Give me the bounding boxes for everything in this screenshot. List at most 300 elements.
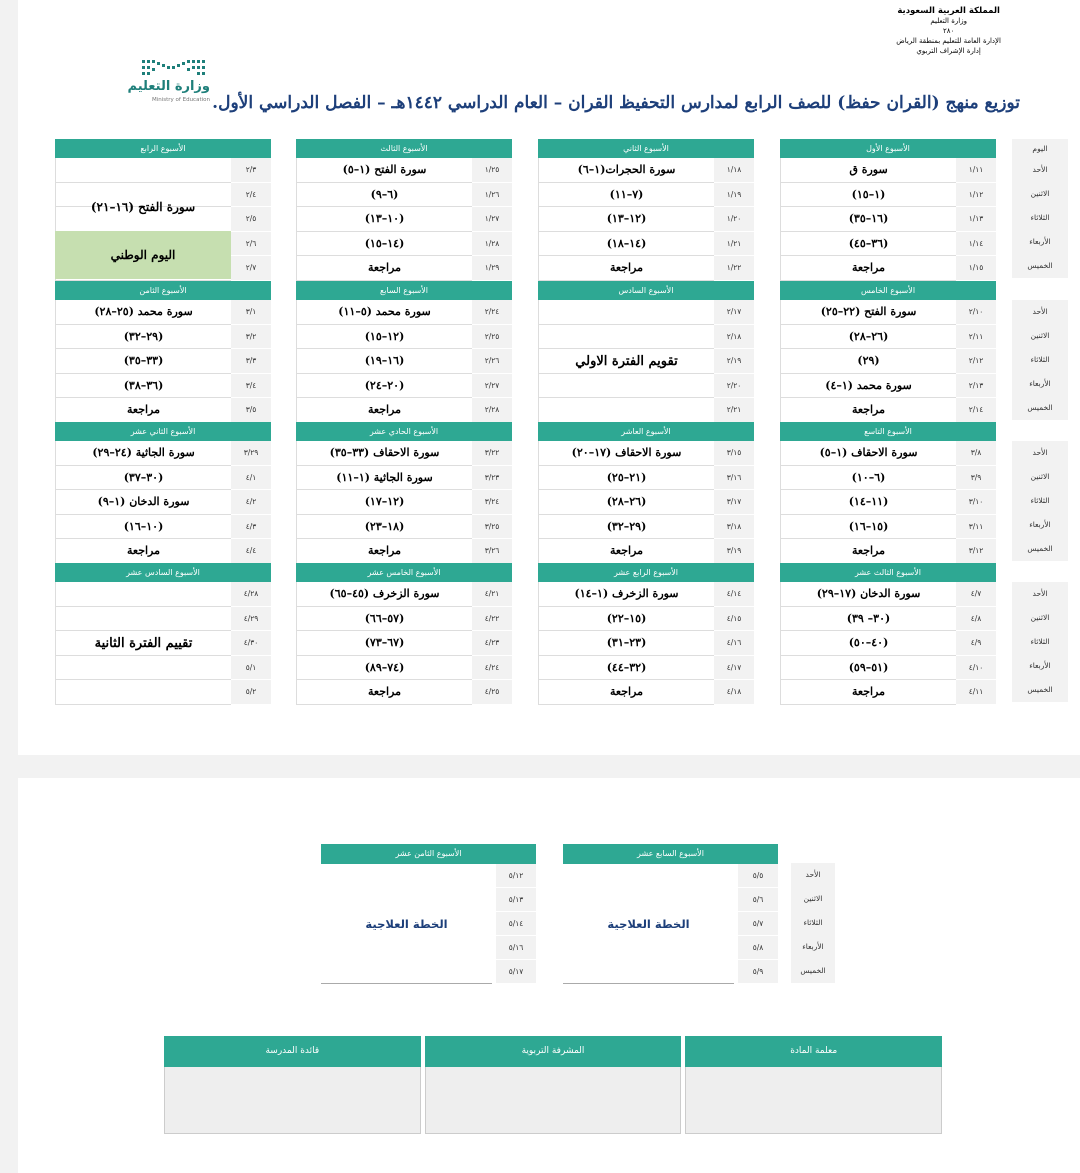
lesson-cell: سورة الحجرات(١–٦) <box>538 158 714 183</box>
week-block <box>538 422 754 564</box>
date-cell: ٣/٨ <box>956 441 996 466</box>
date-cell: ٢/٢٠ <box>714 374 754 399</box>
day-name: الخميس <box>1027 685 1053 694</box>
date-cell: ٢/٢٧ <box>472 374 512 399</box>
schedule-row <box>55 441 271 466</box>
day-name: الثلاثاء <box>1030 355 1050 364</box>
date-cell: ٣/٢٣ <box>472 466 512 491</box>
schedule-row <box>55 325 271 350</box>
schedule-row <box>296 441 512 466</box>
date-cell: ٤/٢١ <box>472 582 512 607</box>
schedule-row <box>296 539 512 564</box>
schedule-row <box>780 256 996 281</box>
date-cell: ٢/٢٤ <box>472 300 512 325</box>
week-block <box>780 281 996 423</box>
week-block <box>563 844 778 984</box>
lesson-cell: سورة الزخرف (٤٥–٦٥) <box>296 582 472 607</box>
schedule-row <box>296 183 512 208</box>
day-name: الأربعاء <box>1029 661 1051 670</box>
schedule-row <box>538 582 754 607</box>
lesson-cell: مراجعة <box>538 539 714 564</box>
lesson-cell: (١٤–١٥) <box>296 232 472 257</box>
date-cell: ٥/١٢ <box>496 864 536 887</box>
date-cell: ١/١١ <box>956 158 996 183</box>
lesson-cell: سورة محمد (١–٤) <box>780 374 956 399</box>
schedule-row <box>296 349 512 374</box>
lesson-cell: (٢٠–٢٤) <box>296 374 472 399</box>
week-block <box>55 422 271 564</box>
schedule-row <box>55 349 271 374</box>
date-cell: ١/١٣ <box>956 207 996 232</box>
day-column <box>1012 441 1068 561</box>
date-cell: ٣/٢٤ <box>472 490 512 515</box>
week-block <box>55 281 271 423</box>
date-cell: ١/٢٩ <box>472 256 512 281</box>
header-line: وزارة التعليم <box>930 17 967 25</box>
day-name: الاثنين <box>1030 613 1050 622</box>
merged-lesson-cell: سورة الفتح (١٦–٢١) <box>90 199 196 214</box>
week-block <box>538 139 754 281</box>
signature-cell-supervisor <box>425 1036 682 1138</box>
week-header: الأسبوع الخامس <box>780 281 996 300</box>
date-cell: ٤/٣٠ <box>231 631 271 656</box>
week-header: الأسبوع الخامس عشر <box>296 563 512 582</box>
date-cell: ٣/١٦ <box>714 466 754 491</box>
date-cell: ٤/١٥ <box>714 607 754 632</box>
lesson-cell: (١٠–١٣) <box>296 207 472 232</box>
day-name: الأحد <box>1032 589 1048 598</box>
schedule-row <box>780 158 996 183</box>
date-cell: ٣/٢٢ <box>472 441 512 466</box>
date-cell: ١/١٥ <box>956 256 996 281</box>
page-1 <box>18 0 1080 755</box>
merged-cell: الخطة العلاجية <box>563 864 734 984</box>
date-cell: ٥/١٦ <box>496 936 536 959</box>
signature-label: قائدة المدرسة <box>164 1036 421 1067</box>
lesson-cell: (١٥–١٦) <box>780 515 956 540</box>
date-cell: ٤/٣ <box>231 515 271 540</box>
schedule-row <box>780 300 996 325</box>
logo-dots-icon <box>140 58 208 76</box>
date-cell: ١/١٩ <box>714 183 754 208</box>
schedule-row <box>296 207 512 232</box>
schedule-row <box>780 656 996 681</box>
day-name: الخميس <box>1027 544 1053 553</box>
schedule-row <box>55 398 271 423</box>
date-cell: ٢/١٩ <box>714 349 754 374</box>
schedule-row <box>296 656 512 681</box>
schedule-row <box>780 490 996 515</box>
date-cell: ٤/١ <box>231 466 271 491</box>
schedule-row <box>296 607 512 632</box>
week-block <box>538 563 754 705</box>
day-name: الاثنين <box>1030 331 1050 340</box>
schedule-row <box>538 256 754 281</box>
date-cell: ٤/٢ <box>231 490 271 515</box>
schedule-row <box>538 183 754 208</box>
signature-table <box>164 1036 942 1138</box>
week-header: الأسبوع الثالث عشر <box>780 563 996 582</box>
schedule-row <box>296 466 512 491</box>
date-cell: ٣/٢٦ <box>472 539 512 564</box>
date-cell: ٢/٥ <box>231 207 271 232</box>
header-line: إدارة الإشراف التربوي <box>916 47 981 55</box>
date-cell: ٢/٧ <box>231 256 271 281</box>
day-name: الأربعاء <box>802 942 824 951</box>
schedule-row <box>55 539 271 564</box>
date-cell: ٥/٢ <box>231 680 271 705</box>
lesson-cell: (١٥–٢٢) <box>538 607 714 632</box>
lesson-cell: (٢٣–٣١) <box>538 631 714 656</box>
date-cell: ١/٢٨ <box>472 232 512 257</box>
date-cell: ٣/١٧ <box>714 490 754 515</box>
date-cell: ٤/٢٢ <box>472 607 512 632</box>
lesson-cell: (١٢–١٧) <box>296 490 472 515</box>
schedule-row <box>55 374 271 399</box>
lesson-cell: (١٨–٢٣) <box>296 515 472 540</box>
date-cell: ٣/٢٥ <box>472 515 512 540</box>
day-name: الثلاثاء <box>1030 213 1050 222</box>
date-cell: ١/٢٧ <box>472 207 512 232</box>
week-block <box>55 139 271 281</box>
schedule-row <box>296 232 512 257</box>
date-cell: ٢/٢٨ <box>472 398 512 423</box>
week-header: الأسبوع التاسع <box>780 422 996 441</box>
signature-box[interactable] <box>425 1067 682 1134</box>
lesson-cell: مراجعة <box>538 680 714 705</box>
date-cell: ١/٢٠ <box>714 207 754 232</box>
date-cell: ٢/٢٥ <box>472 325 512 350</box>
date-cell: ٤/٧ <box>956 582 996 607</box>
week-block <box>296 281 512 423</box>
date-cell: ٥/٩ <box>738 960 778 983</box>
date-cell: ١/٢٢ <box>714 256 754 281</box>
schedule-row <box>780 515 996 540</box>
date-cell: ٣/١٠ <box>956 490 996 515</box>
lesson-cell <box>55 158 231 183</box>
day-name: الأربعاء <box>1029 379 1051 388</box>
date-cell: ١/٢٦ <box>472 183 512 208</box>
lesson-cell: (٣٢–٤٤) <box>538 656 714 681</box>
day-column <box>1012 139 1068 278</box>
date-cell: ٢/٦ <box>231 232 271 257</box>
signature-label: معلمة المادة <box>685 1036 942 1067</box>
schedule-row <box>780 441 996 466</box>
schedule-row <box>538 631 754 656</box>
date-cell: ٥/١٧ <box>496 960 536 983</box>
header-line: المملكة العربية السعودية <box>897 6 1000 16</box>
signature-cell-teacher <box>685 1036 942 1138</box>
schedule-row <box>780 631 996 656</box>
signature-box[interactable] <box>164 1067 421 1134</box>
day-name: الثلاثاء <box>1030 496 1050 505</box>
lesson-cell: مراجعة <box>55 539 231 564</box>
schedule-row <box>296 398 512 423</box>
date-cell: ٤/٢٨ <box>231 582 271 607</box>
ministry-header <box>896 6 1001 56</box>
date-cell: ١/٢١ <box>714 232 754 257</box>
week-header: الأسبوع الثامن <box>55 281 271 300</box>
schedule-row <box>538 466 754 491</box>
lesson-cell: سورة الفتح (١–٥) <box>296 158 472 183</box>
week-header: الأسبوع العاشر <box>538 422 754 441</box>
day-name: الخميس <box>800 966 826 975</box>
date-cell: ٤/١٨ <box>714 680 754 705</box>
lesson-cell: مراجعة <box>296 256 472 281</box>
day-header: اليوم <box>1032 144 1048 153</box>
lesson-cell: سورة الدخان (١٧–٢٩) <box>780 582 956 607</box>
day-name: الاثنين <box>803 894 823 903</box>
lesson-cell: (١٦–٣٥) <box>780 207 956 232</box>
schedule-row <box>55 515 271 540</box>
lesson-cell: مراجعة <box>55 398 231 423</box>
schedule-row <box>780 680 996 705</box>
schedule-row <box>780 349 996 374</box>
lesson-cell: (١٦–١٩) <box>296 349 472 374</box>
lesson-cell: (١٠–١٦) <box>55 515 231 540</box>
date-cell: ٢/٤ <box>231 183 271 208</box>
lesson-cell: سورة الاحقاف (١–٥) <box>780 441 956 466</box>
national-day-cell: اليوم الوطني <box>55 231 231 279</box>
lesson-cell: مراجعة <box>296 398 472 423</box>
ministry-logo <box>112 58 212 108</box>
week-header: الأسبوع السادس عشر <box>55 563 271 582</box>
day-name: الأحد <box>1032 307 1048 316</box>
schedule-row <box>55 490 271 515</box>
week-block <box>780 139 996 281</box>
schedule-row <box>780 582 996 607</box>
lesson-cell: (١٢–١٥) <box>296 325 472 350</box>
schedule-row <box>296 631 512 656</box>
week-block <box>296 563 512 705</box>
lesson-cell: (٣٠–٣٧) <box>55 466 231 491</box>
schedule-row <box>538 441 754 466</box>
lesson-cell: سورة الدخان (١–٩) <box>55 490 231 515</box>
lesson-cell: (٥٧–٦٦) <box>296 607 472 632</box>
schedule-row <box>538 158 754 183</box>
week-block <box>538 281 754 423</box>
signature-label: المشرفة التربوية <box>425 1036 682 1067</box>
date-cell: ٣/٢٩ <box>231 441 271 466</box>
schedule-row <box>538 539 754 564</box>
date-cell: ٣/١٩ <box>714 539 754 564</box>
schedule-row <box>780 232 996 257</box>
lesson-cell: مراجعة <box>538 256 714 281</box>
lesson-cell: (٦٧–٧٣) <box>296 631 472 656</box>
lesson-cell: (٧٤–٨٩) <box>296 656 472 681</box>
day-name: الخميس <box>1027 261 1053 270</box>
week-block <box>296 422 512 564</box>
date-cell: ٤/٢٩ <box>231 607 271 632</box>
date-cell: ٣/٤ <box>231 374 271 399</box>
date-cell: ٣/٩ <box>956 466 996 491</box>
day-name: الاثنين <box>1030 189 1050 198</box>
lesson-cell: سورة الفتح (٢٢–٢٥) <box>780 300 956 325</box>
lesson-cell: (٣٣–٣٥) <box>55 349 231 374</box>
date-cell: ٤/٨ <box>956 607 996 632</box>
logo-arabic-text: وزارة التعليم <box>127 79 210 94</box>
schedule-row <box>538 207 754 232</box>
day-name: الثلاثاء <box>1030 637 1050 646</box>
week-block <box>296 139 512 281</box>
date-cell: ١/١٤ <box>956 232 996 257</box>
week-header: الأسبوع السابع <box>296 281 512 300</box>
schedule-row <box>296 515 512 540</box>
lesson-cell: (٢٦–٢٨) <box>538 490 714 515</box>
lesson-cell: (١٤–١٨) <box>538 232 714 257</box>
lesson-cell: (٧–١١) <box>538 183 714 208</box>
day-column <box>1012 300 1068 420</box>
date-cell: ٢/١٨ <box>714 325 754 350</box>
lesson-cell: (١–١٥) <box>780 183 956 208</box>
date-cell: ٥/٥ <box>738 864 778 887</box>
date-cell: ٤/٢٥ <box>472 680 512 705</box>
week-header: الأسبوع السادس <box>538 281 754 300</box>
week-header: الأسبوع السابع عشر <box>563 844 778 864</box>
day-name: الأحد <box>1032 448 1048 457</box>
signature-box[interactable] <box>685 1067 942 1134</box>
schedule-row <box>780 607 996 632</box>
date-cell: ١/١٢ <box>956 183 996 208</box>
week-header: الأسبوع الثالث <box>296 139 512 158</box>
day-name: الأربعاء <box>1029 520 1051 529</box>
schedule-row <box>538 680 754 705</box>
lesson-cell: سورة الزخرف (١–١٤) <box>538 582 714 607</box>
date-cell: ٤/٩ <box>956 631 996 656</box>
lesson-cell: (٣٦–٤٥) <box>780 232 956 257</box>
lesson-cell: مراجعة <box>296 680 472 705</box>
date-cell: ٣/١٨ <box>714 515 754 540</box>
date-cell: ٣/١١ <box>956 515 996 540</box>
lesson-cell: سورة ق <box>780 158 956 183</box>
date-cell: ٥/١ <box>231 656 271 681</box>
day-name: الاثنين <box>1030 472 1050 481</box>
date-cell: ٤/٢٤ <box>472 656 512 681</box>
schedule-row <box>296 582 512 607</box>
week-block <box>55 563 271 705</box>
lesson-cell: (١١–١٤) <box>780 490 956 515</box>
page-2 <box>18 778 1080 1173</box>
lesson-cell: (١٢–١٣) <box>538 207 714 232</box>
merged-cell: الخطة العلاجية <box>321 864 492 984</box>
merged-cell: تقويم الفترة الاولي <box>538 300 714 423</box>
lesson-cell: مراجعة <box>780 398 956 423</box>
date-cell: ٥/٨ <box>738 936 778 959</box>
date-cell: ٢/١٠ <box>956 300 996 325</box>
date-cell: ٢/١٧ <box>714 300 754 325</box>
schedule-row <box>780 325 996 350</box>
schedule-row <box>55 158 271 183</box>
schedule-row <box>780 466 996 491</box>
date-cell: ٤/١٠ <box>956 656 996 681</box>
lesson-cell: (٢٩) <box>780 349 956 374</box>
date-cell: ٢/١٤ <box>956 398 996 423</box>
lesson-cell: (٦–١٠) <box>780 466 956 491</box>
lesson-cell: سورة الجاثية (١–١١) <box>296 466 472 491</box>
date-cell: ٢/١١ <box>956 325 996 350</box>
lesson-cell: سورة الاحقاف (٣٣–٣٥) <box>296 441 472 466</box>
week-header: الأسبوع الرابع عشر <box>538 563 754 582</box>
date-cell: ٣/١٥ <box>714 441 754 466</box>
lesson-cell: مراجعة <box>296 539 472 564</box>
lesson-cell: (٢٩–٣٢) <box>55 325 231 350</box>
date-cell: ٥/٦ <box>738 888 778 911</box>
week-block <box>780 563 996 705</box>
lesson-cell: (٥١–٥٩) <box>780 656 956 681</box>
day-name: الخميس <box>1027 403 1053 412</box>
date-cell: ٢/٢٦ <box>472 349 512 374</box>
lesson-cell: مراجعة <box>780 539 956 564</box>
schedule-row <box>780 398 996 423</box>
date-cell: ٢/١٣ <box>956 374 996 399</box>
header-line: الإدارة العامة للتعليم بمنطقة الرياض <box>896 37 1001 45</box>
schedule-row <box>296 490 512 515</box>
schedule-row <box>538 656 754 681</box>
schedule-row <box>296 374 512 399</box>
week-header: الأسبوع الثاني <box>538 139 754 158</box>
schedule-row <box>780 539 996 564</box>
lesson-cell: سورة الاحقاف (١٧–٢٠) <box>538 441 714 466</box>
date-cell: ٥/١٤ <box>496 912 536 935</box>
lesson-cell: (٦–٩) <box>296 183 472 208</box>
date-cell: ٣/١٢ <box>956 539 996 564</box>
merged-cell: تقييم الفترة الثانية <box>55 582 231 705</box>
lesson-cell: (٣٦–٣٨) <box>55 374 231 399</box>
lesson-cell: سورة محمد (٢٥–٢٨) <box>55 300 231 325</box>
lesson-cell: (٤٠–٥٠) <box>780 631 956 656</box>
page-title: توزيع منهج (القران حفظ) للصف الرابع لمدارس التحفيظ القران – العام الدراسي ١٤٤٢هـ – الفصل الدراسي الأول. <box>212 93 1020 113</box>
lesson-cell: مراجعة <box>780 680 956 705</box>
day-name: الثلاثاء <box>803 918 823 927</box>
day-column <box>1012 582 1068 702</box>
lesson-cell: (٣٠– ٣٩) <box>780 607 956 632</box>
schedule-row <box>780 207 996 232</box>
schedule-row <box>538 607 754 632</box>
date-cell: ٣/١ <box>231 300 271 325</box>
lesson-cell: مراجعة <box>780 256 956 281</box>
week-header: الأسبوع الثاني عشر <box>55 422 271 441</box>
date-cell: ٣/٣ <box>231 349 271 374</box>
week-header: الأسبوع الرابع <box>55 139 271 158</box>
lesson-cell: (٢٦–٢٨) <box>780 325 956 350</box>
date-cell: ٤/٢٣ <box>472 631 512 656</box>
day-name: الأحد <box>1032 165 1048 174</box>
week-header: الأسبوع الثامن عشر <box>321 844 536 864</box>
lesson-cell: (٢٩–٣٢) <box>538 515 714 540</box>
week-header: الأسبوع الأول <box>780 139 996 158</box>
date-cell: ٢/٣ <box>231 158 271 183</box>
date-cell: ٤/١٤ <box>714 582 754 607</box>
schedule-row <box>538 515 754 540</box>
schedule-row <box>296 300 512 325</box>
schedule-row <box>296 158 512 183</box>
lesson-cell: سورة محمد (٥–١١) <box>296 300 472 325</box>
day-column <box>791 863 835 983</box>
lesson-cell: سورة الجاثية (٢٤–٢٩) <box>55 441 231 466</box>
date-cell: ١/٢٥ <box>472 158 512 183</box>
schedule-row <box>780 374 996 399</box>
date-cell: ٢/٢١ <box>714 398 754 423</box>
header-line: ٢٨٠ <box>943 27 955 35</box>
date-cell: ٥/١٣ <box>496 888 536 911</box>
lesson-cell: (٢١–٢٥) <box>538 466 714 491</box>
week-header: الأسبوع الحادي عشر <box>296 422 512 441</box>
schedule-row <box>296 680 512 705</box>
logo-english-text: Ministry of Education <box>151 97 210 103</box>
date-cell: ٣/٢ <box>231 325 271 350</box>
schedule-row <box>55 300 271 325</box>
schedule-row <box>55 466 271 491</box>
